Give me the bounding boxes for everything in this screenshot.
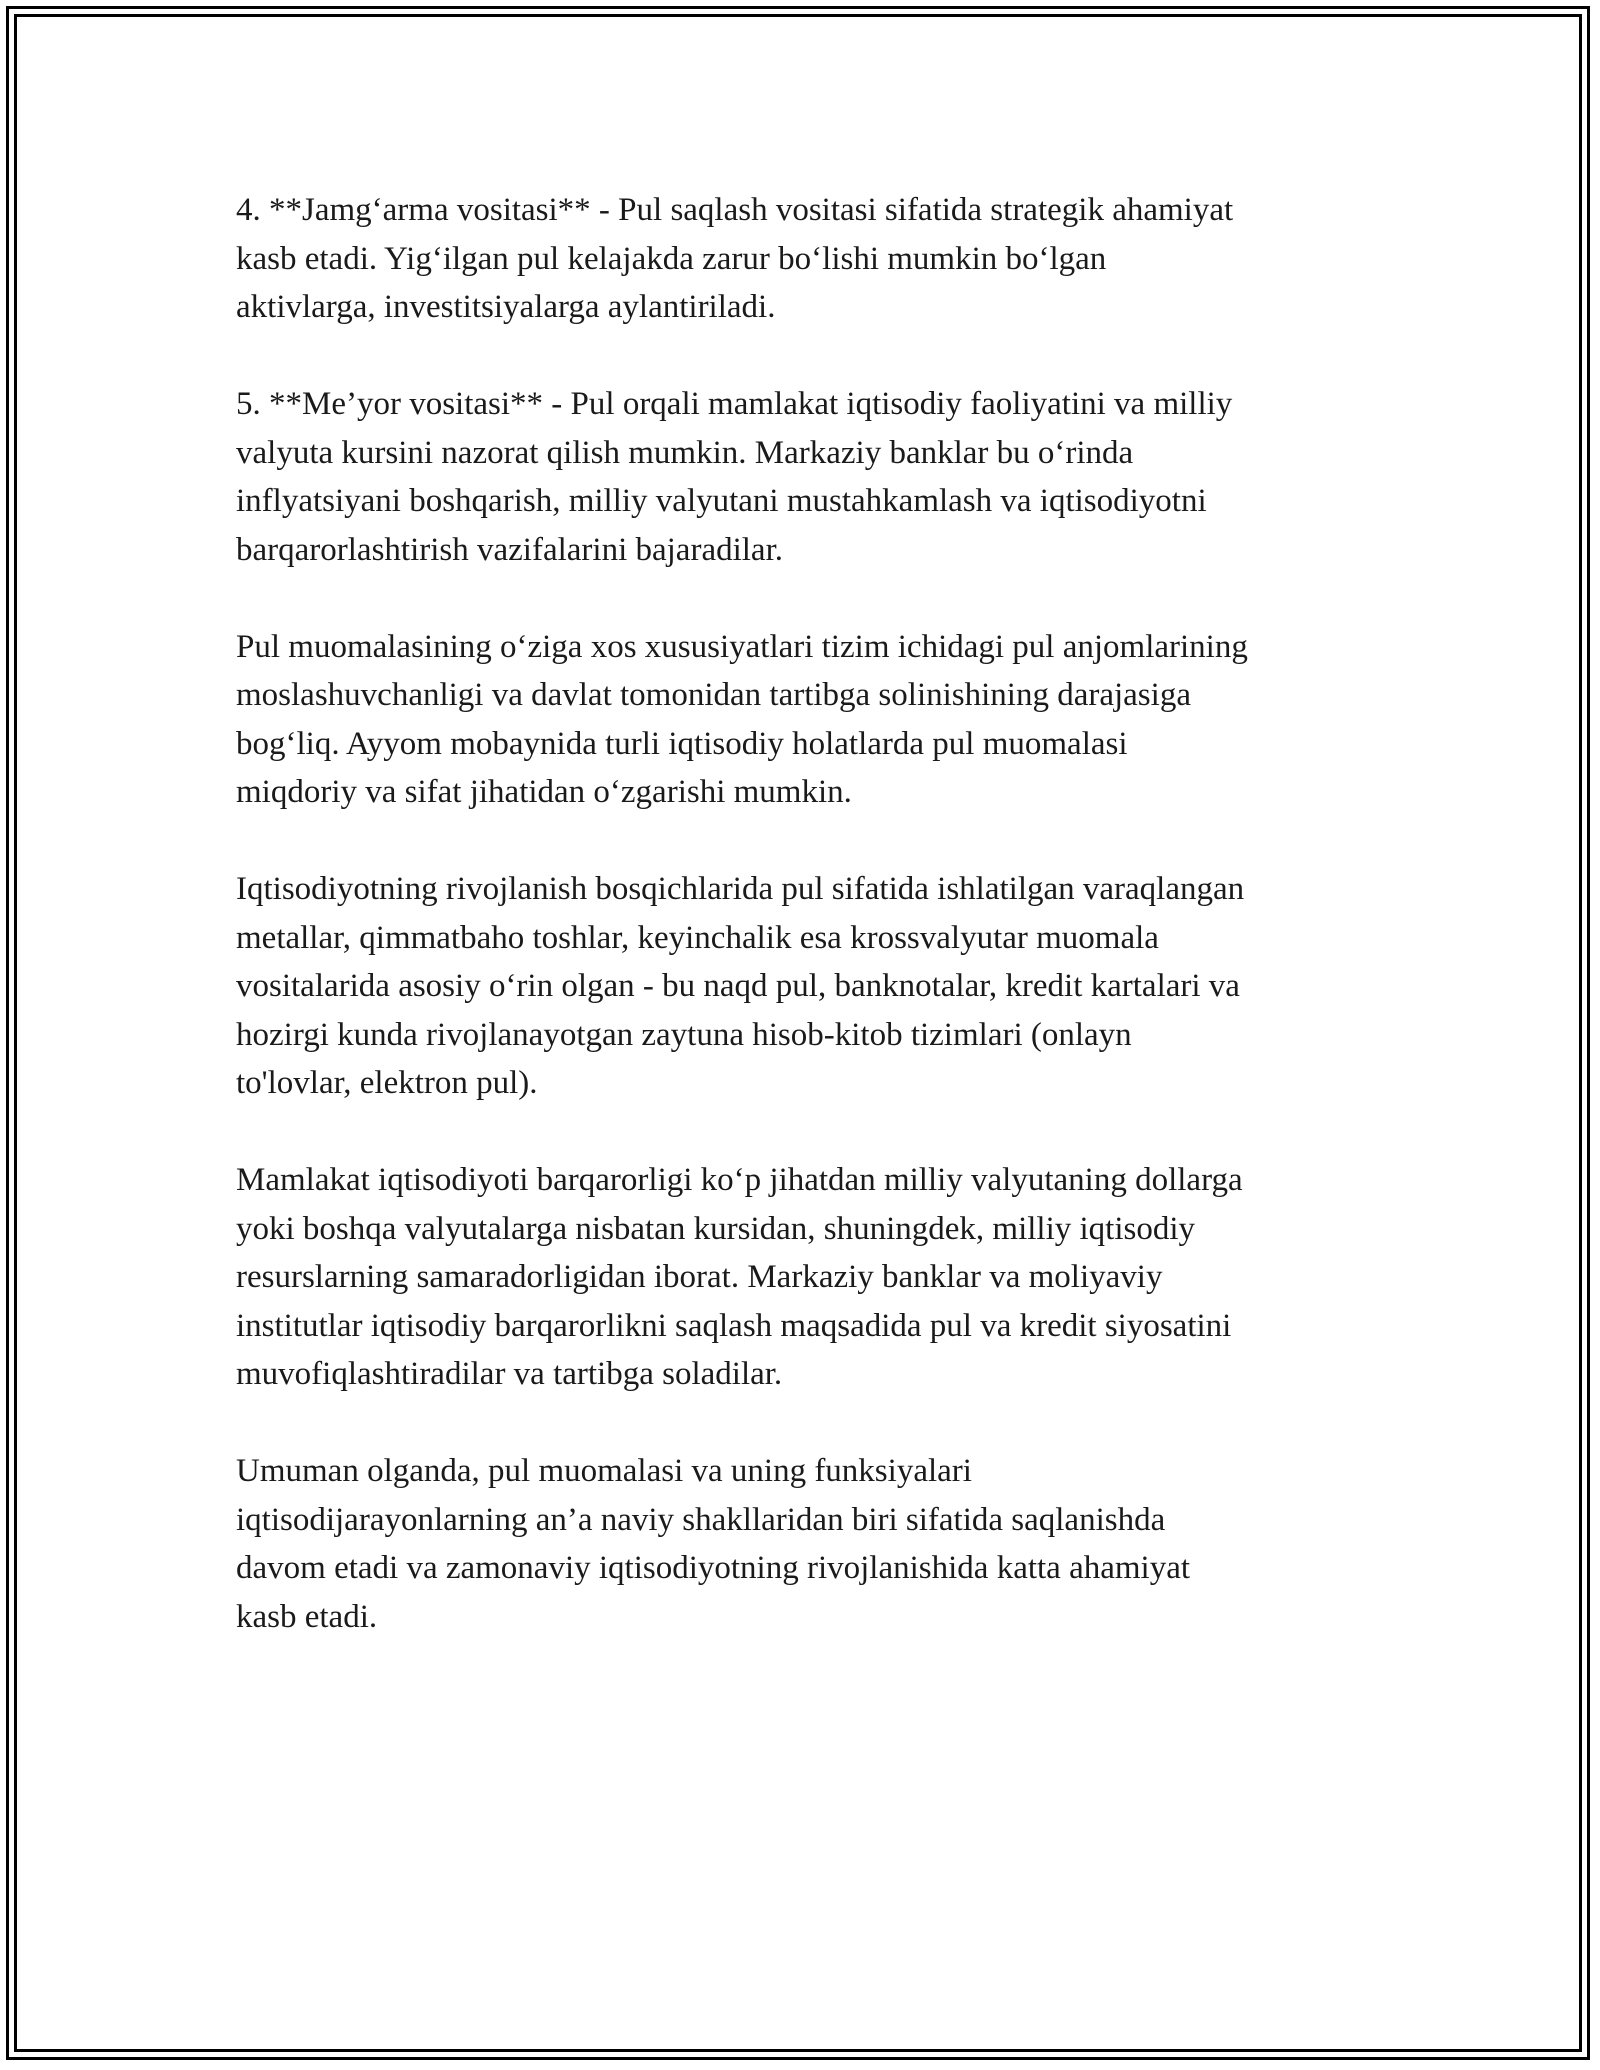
paragraph-economic-stability: Mamlakat iqtisodiyoti barqarorligi ko‘p jihatdan milliy valyutaning dollarga yoki boshqa valyutalarga nisbatan kursidan, shuningdek, milliy iqtisodiy resurslarning samaradorligidan iborat. Markaziy banklar va moliyaviy institutlar iqtisodiy barqarorlikni saqlash maqsadida pul va kredit siyosatini muvofiqlashtiradilar va tartibga soladilar. xyxy=(236,1162,1243,1392)
paragraph-standard-function: 5. **Me’yor vositasi** - Pul orqali mamlakat iqtisodiy faoliyatini va milliy valyuta kursini nazorat qilish mumkin. Markaziy banklar bu o‘rinda inflyatsiyani boshqarish, milliy valyutani mustahkamlash va iqtisodiyotni barqarorlashtirish vazifalarini bajaradilar. xyxy=(236,386,1233,568)
document-body xyxy=(236,186,1366,1690)
paragraph-savings-function: 4. **Jamg‘arma vositasi** - Pul saqlash vositasi sifatida strategik ahamiyat kasb etadi. Yig‘ilgan pul kelajakda zarur bo‘lishi mumkin bo‘lgan aktivlarga, investitsiyalarga aylantiriladi. xyxy=(236,192,1234,325)
paragraph-circulation-features: Pul muomalasining o‘ziga xos xususiyatlari tizim ichidagi pul anjomlarining moslashuvchanligi va davlat tomonidan tartibga solinishining darajasiga bog‘liq. Ayyom mobaynida turli iqtisodiy holatlarda pul muomalasi miqdoriy va sifat jihatidan o‘zgarishi mumkin. xyxy=(236,628,1248,810)
paragraph-development-stages: Iqtisodiyotning rivojlanish bosqichlarida pul sifatida ishlatilgan varaqlangan metallar, qimmatbaho toshlar, keyinchalik esa krossvalyutar muomala vositalarida asosiy o‘rin olgan - bu naqd pul, banknotalar, kredit kartalari va hozirgi kunda rivojlanayotgan zaytuna hisob-kitob tizimlari (onlayn to'lovlar, elektron pul). xyxy=(236,871,1245,1101)
paragraph-conclusion: Umuman olganda, pul muomalasi va uning funksiyalari iqtisodijarayonlarning an’a naviy shakllaridan biri sifatida saqlanishda davom etadi va zamonaviy iqtisodiyotning rivojlanishida katta ahamiyat kasb etadi. xyxy=(236,1453,1191,1635)
